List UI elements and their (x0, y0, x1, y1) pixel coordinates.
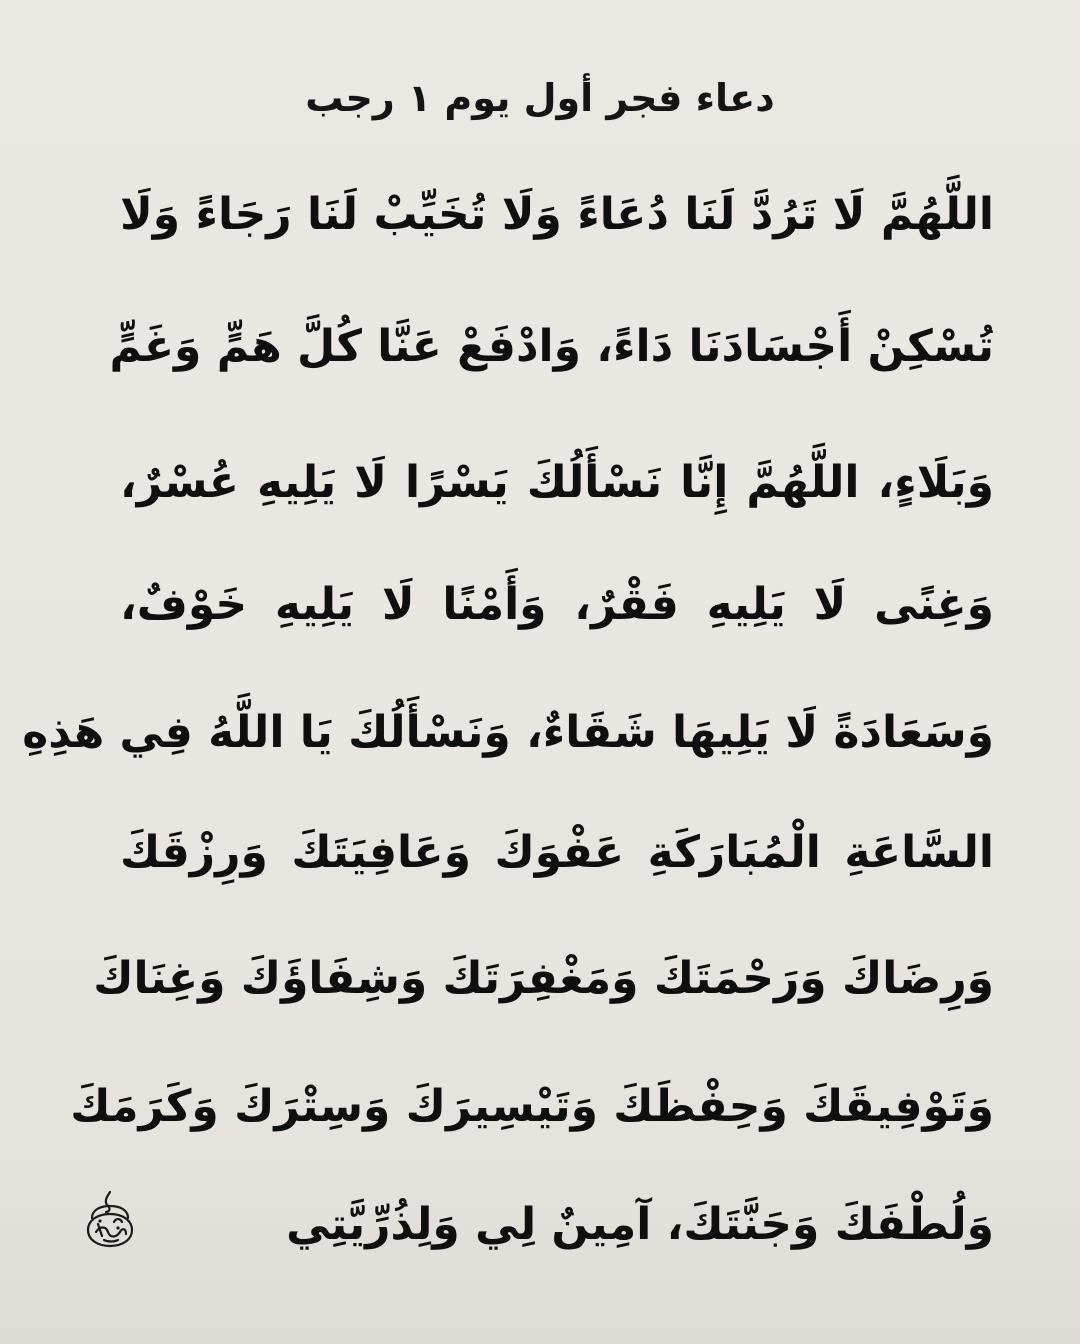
dua-line: تُسْكِنْ أَجْسَادَنَا دَاءً، وَادْفَعْ عَنَّا كُلَّ هَمٍّ وَغَمٍّ (109, 321, 994, 372)
dua-line: وَغِنًى لَا يَلِيهِ فَقْرٌ، وَأَمْنًا لَا يَلِيهِ خَوْفٌ، (120, 579, 994, 630)
dua-line: وَتَوْفِيقَكَ وَحِفْظَكَ وَتَيْسِيرَكَ وَسِتْرَكَ وَكَرَمَكَ (70, 1081, 994, 1132)
dua-line: وَسَعَادَةً لَا يَلِيهَا شَقَاءٌ، وَنَسْأَلُكَ يَا اللَّهُ فِي هَذِهِ (22, 707, 994, 758)
page-title: دعاء فجر أول يوم ١ رجب (305, 76, 775, 120)
dua-line: وَلُطْفَكَ وَجَنَّتَكَ، آمِينٌ لِي وَلِذُرِّيَّتِي (286, 1199, 994, 1250)
calligraphy-logo-icon (78, 1188, 142, 1252)
dua-line: وَبَلَاءٍ، اللَّهُمَّ إِنَّا نَسْأَلُكَ يَسْرًا لَا يَلِيهِ عُسْرٌ، (120, 457, 994, 508)
dua-line: اللَّهُمَّ لَا تَرُدَّ لَنَا دُعَاءً وَلَا تُخَيِّبْ لَنَا رَجَاءً وَلَا (120, 189, 994, 240)
dua-line: السَّاعَةِ الْمُبَارَكَةِ عَفْوَكَ وَعَافِيَتَكَ وَرِزْقَكَ (120, 827, 994, 878)
dua-line: وَرِضَاكَ وَرَحْمَتَكَ وَمَغْفِرَتَكَ وَشِفَاؤَكَ وَغِنَاكَ (93, 953, 994, 1004)
